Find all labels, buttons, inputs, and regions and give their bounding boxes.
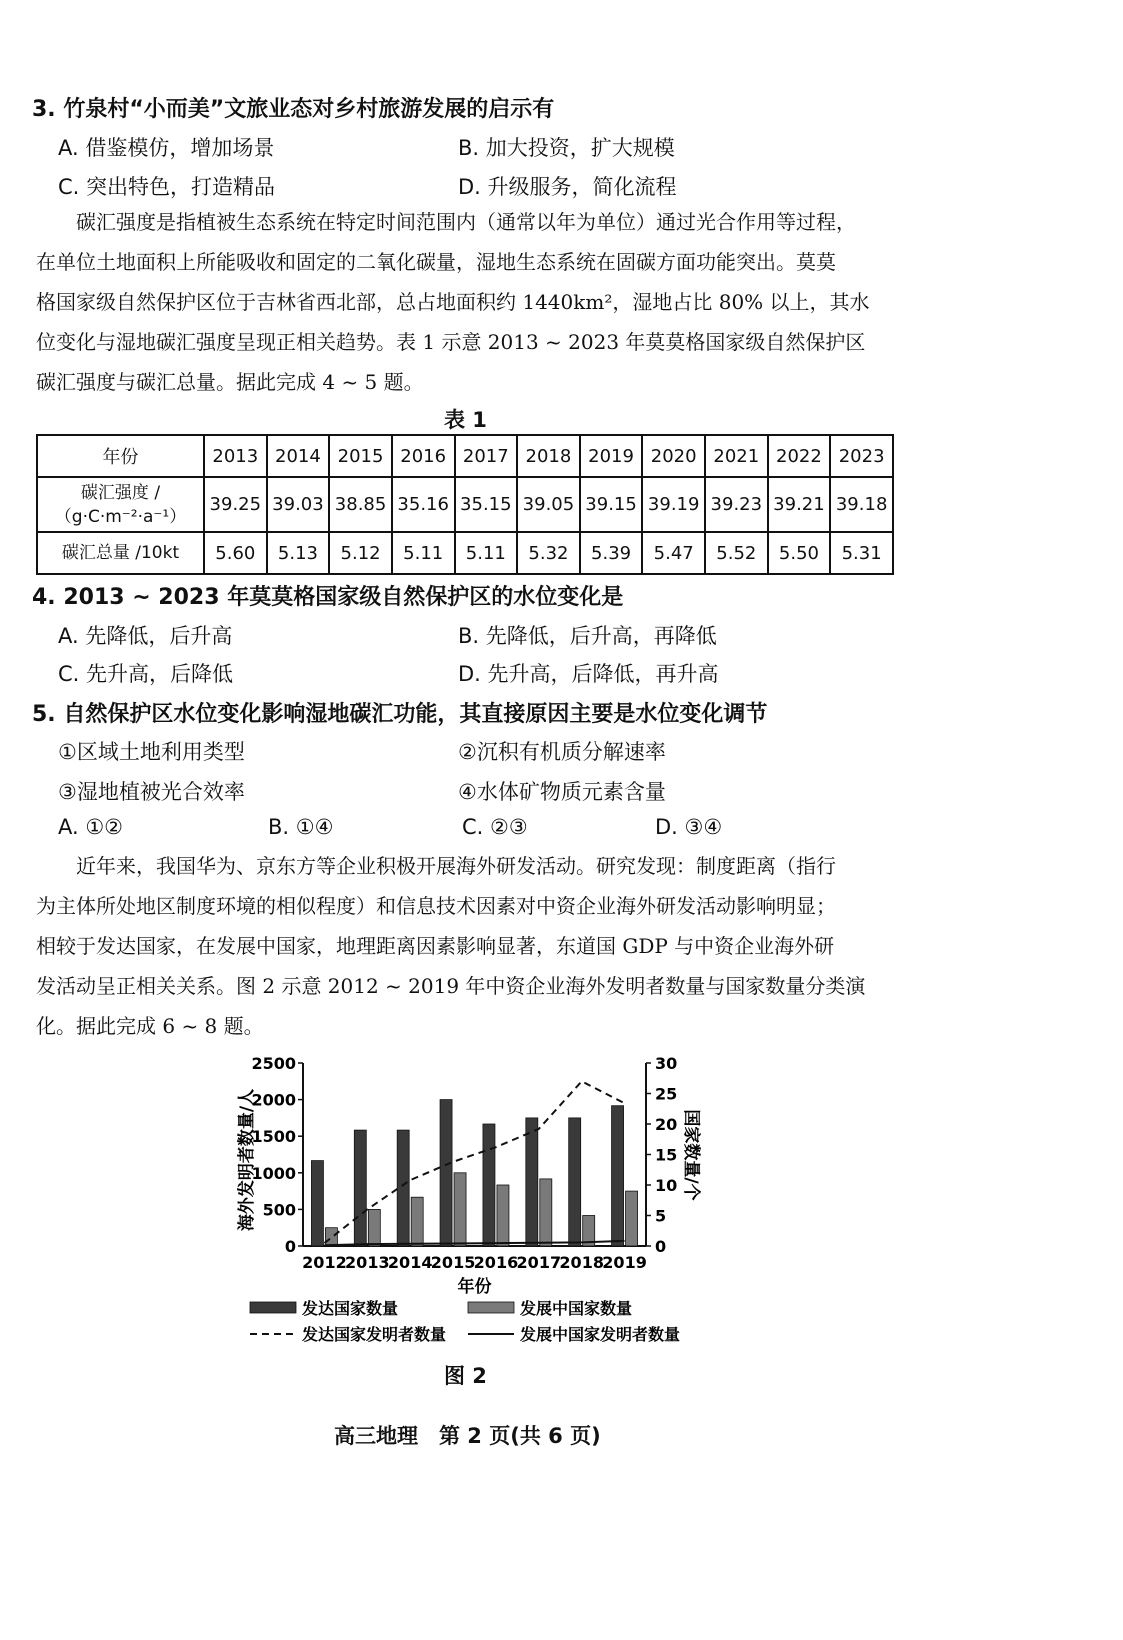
table1-year: 2019 bbox=[580, 435, 643, 477]
q3-option-a: A. 借鉴模仿，增加场景 bbox=[58, 136, 275, 160]
table1-cell: 39.03 bbox=[267, 477, 330, 532]
intensity-label-line1: 碳汇强度 / bbox=[80, 482, 161, 503]
table1-cell: 5.39 bbox=[580, 532, 643, 574]
developing-country-bar bbox=[325, 1228, 337, 1246]
x-tick-label: 2012 bbox=[302, 1253, 347, 1272]
right-tick-label: 5 bbox=[655, 1206, 667, 1226]
q4-option-b: B. 先降低，后升高，再降低 bbox=[458, 624, 717, 648]
table1-cell: 5.12 bbox=[329, 532, 392, 574]
developed-country-bar bbox=[311, 1161, 323, 1246]
passage2-line5: 化。据此完成 6 ~ 8 题。 bbox=[36, 1014, 264, 1038]
table1-caption: 表 1 bbox=[444, 408, 487, 432]
table1-header-label: 年份 bbox=[37, 435, 204, 477]
left-tick-label: 0 bbox=[284, 1237, 296, 1256]
passage2-line4: 发活动呈正相关关系。图 2 示意 2012 ~ 2019 年中资企业海外发明者数量与国家数量分类演 bbox=[36, 974, 866, 998]
passage2-line2: 为主体所处地区制度环境的相似程度）和信息技术因素对中资企业海外研发活动影响明显； bbox=[36, 894, 836, 918]
developing-country-bar bbox=[497, 1185, 509, 1246]
table1-total-label: 碳汇总量 /10kt bbox=[37, 532, 204, 574]
table1-year: 2021 bbox=[705, 435, 768, 477]
legend-label: 发展中国家发明者数量 bbox=[520, 1325, 681, 1344]
table1-cell: 39.21 bbox=[768, 477, 831, 532]
table1-cell: 35.15 bbox=[455, 477, 518, 532]
q5-item-1: ①区域土地利用类型 bbox=[58, 740, 245, 764]
passage1-line1: 碳汇强度是指植被生态系统在特定时间范围内（通常以年为单位）通过光合作用等过程， bbox=[76, 210, 856, 234]
intensity-label-line2: （g·C·m⁻²·a⁻¹） bbox=[54, 506, 187, 527]
x-tick-label: 2018 bbox=[559, 1253, 604, 1272]
developing-country-bar bbox=[540, 1179, 552, 1246]
table1-year: 2015 bbox=[329, 435, 392, 477]
q3-option-c: C. 突出特色，打造精品 bbox=[58, 175, 276, 199]
right-axis-title: 国家数量/个 bbox=[681, 1109, 701, 1201]
left-tick-label: 2000 bbox=[251, 1090, 296, 1110]
table1-cell: 39.15 bbox=[580, 477, 643, 532]
table1-cell: 5.11 bbox=[455, 532, 518, 574]
table1-cell: 39.18 bbox=[830, 477, 893, 532]
x-tick-label: 2017 bbox=[516, 1253, 562, 1272]
developed-country-bar bbox=[526, 1118, 538, 1246]
q3-option-b: B. 加大投资，扩大规模 bbox=[458, 136, 675, 160]
table1-cell: 5.47 bbox=[642, 532, 705, 574]
legend-label: 发展中国家数量 bbox=[520, 1299, 633, 1318]
table1-cell: 5.31 bbox=[830, 532, 893, 574]
x-tick-label: 2015 bbox=[430, 1253, 476, 1272]
developed-country-bar bbox=[483, 1124, 495, 1246]
passage2-line1: 近年来，我国华为、京东方等企业积极开展海外研发活动。研究发现：制度距离（指行 bbox=[76, 854, 836, 878]
question-3-stem: 3. 竹泉村“小而美”文旅业态对乡村旅游发展的启示有 bbox=[32, 97, 555, 122]
left-tick-label: 2500 bbox=[251, 1054, 296, 1073]
table1-year: 2023 bbox=[830, 435, 893, 477]
left-tick-label: 1500 bbox=[251, 1127, 296, 1147]
passage1-line3: 格国家级自然保护区位于吉林省西北部，总占地面积约 1440km²，湿地占比 80% 以上，其水 bbox=[36, 290, 870, 314]
left-tick-label: 1000 bbox=[251, 1163, 296, 1183]
table1-cell: 39.23 bbox=[705, 477, 768, 532]
table1-cell: 39.05 bbox=[517, 477, 580, 532]
left-axis-title: 海外发明者数量/人 bbox=[237, 1088, 257, 1232]
passage1-line2: 在单位土地面积上所能吸收和固定的二氧化碳量，湿地生态系统在固碳方面功能突出。莫莫 bbox=[36, 250, 836, 274]
q5-option-a: A. ①② bbox=[58, 815, 123, 839]
table1-year: 2013 bbox=[204, 435, 267, 477]
developing-country-bar bbox=[454, 1173, 466, 1246]
table1-cell: 5.11 bbox=[392, 532, 455, 574]
q5-option-c: C. ②③ bbox=[462, 815, 528, 839]
right-tick-label: 0 bbox=[655, 1237, 667, 1256]
x-tick-label: 2014 bbox=[387, 1253, 433, 1272]
q3-option-d: D. 升级服务，简化流程 bbox=[458, 175, 677, 199]
developing-country-bar bbox=[368, 1209, 380, 1246]
table1-year: 2022 bbox=[768, 435, 831, 477]
left-tick-label: 500 bbox=[262, 1200, 296, 1220]
table1-cell: 5.13 bbox=[267, 532, 330, 574]
q5-item-2: ②沉积有机质分解速率 bbox=[458, 740, 666, 764]
right-tick-label: 30 bbox=[655, 1054, 678, 1073]
question-4-stem: 4. 2013 ~ 2023 年莫莫格国家级自然保护区的水位变化是 bbox=[32, 585, 624, 610]
developed-country-bar bbox=[612, 1106, 624, 1246]
x-tick-label: 2013 bbox=[345, 1253, 390, 1272]
q4-option-c: C. 先升高，后降低 bbox=[58, 662, 234, 686]
legend-label: 发达国家数量 bbox=[302, 1299, 399, 1318]
developed-country-bar bbox=[397, 1130, 409, 1246]
table1-cell: 5.52 bbox=[705, 532, 768, 574]
right-tick-label: 10 bbox=[655, 1176, 678, 1195]
table1-cell: 5.60 bbox=[204, 532, 267, 574]
table1-year: 2014 bbox=[267, 435, 330, 477]
table1-year: 2020 bbox=[642, 435, 705, 477]
q5-option-d: D. ③④ bbox=[655, 815, 723, 839]
table1-year: 2018 bbox=[517, 435, 580, 477]
q4-option-a: A. 先降低，后升高 bbox=[58, 624, 233, 648]
passage1-line5: 碳汇强度与碳汇总量。据此完成 4 ~ 5 题。 bbox=[36, 370, 424, 394]
table1-cell: 39.19 bbox=[642, 477, 705, 532]
developed-country-bar bbox=[440, 1100, 452, 1246]
table1-cell: 38.85 bbox=[329, 477, 392, 532]
passage1-line4: 位变化与湿地碳汇强度呈现正相关趋势。表 1 示意 2013 ~ 2023 年莫莫格国家级自然保护区 bbox=[36, 330, 866, 354]
legend-swatch-developing-count bbox=[468, 1302, 514, 1313]
question-5-stem: 5. 自然保护区水位变化影响湿地碳汇功能，其直接原因主要是水位变化调节 bbox=[32, 702, 768, 727]
x-axis-title: 年份 bbox=[457, 1277, 492, 1297]
right-tick-label: 15 bbox=[655, 1145, 678, 1165]
right-tick-label: 25 bbox=[655, 1084, 678, 1104]
table1-cell: 5.50 bbox=[768, 532, 831, 574]
developing-country-bar bbox=[411, 1197, 423, 1246]
legend-swatch-developed-count bbox=[250, 1302, 296, 1313]
q5-option-b: B. ①④ bbox=[268, 815, 334, 839]
passage2-line3: 相较于发达国家，在发展中国家，地理距离因素影响显著，东道国 GDP 与中资企业海外研 bbox=[36, 934, 835, 958]
q5-item-4: ④水体矿物质元素含量 bbox=[458, 780, 666, 804]
table1-cell: 35.16 bbox=[392, 477, 455, 532]
developing-country-bar bbox=[626, 1191, 638, 1246]
table1-cell: 5.32 bbox=[517, 532, 580, 574]
x-tick-label: 2016 bbox=[473, 1253, 519, 1272]
legend-label: 发达国家发明者数量 bbox=[302, 1325, 447, 1344]
developed-country-bar bbox=[569, 1118, 581, 1246]
table1-year: 2016 bbox=[392, 435, 455, 477]
figure2-caption: 图 2 bbox=[444, 1364, 487, 1388]
right-tick-label: 20 bbox=[655, 1115, 678, 1134]
table1-cell: 39.25 bbox=[204, 477, 267, 532]
developed-country-bar bbox=[354, 1130, 366, 1246]
table1-year: 2017 bbox=[455, 435, 518, 477]
x-tick-label: 2019 bbox=[602, 1253, 647, 1272]
q5-item-3: ③湿地植被光合效率 bbox=[58, 780, 245, 804]
q4-option-d: D. 先升高，后降低，再升高 bbox=[458, 662, 719, 686]
page-footer: 高三地理 第 2 页(共 6 页) bbox=[334, 1424, 601, 1448]
